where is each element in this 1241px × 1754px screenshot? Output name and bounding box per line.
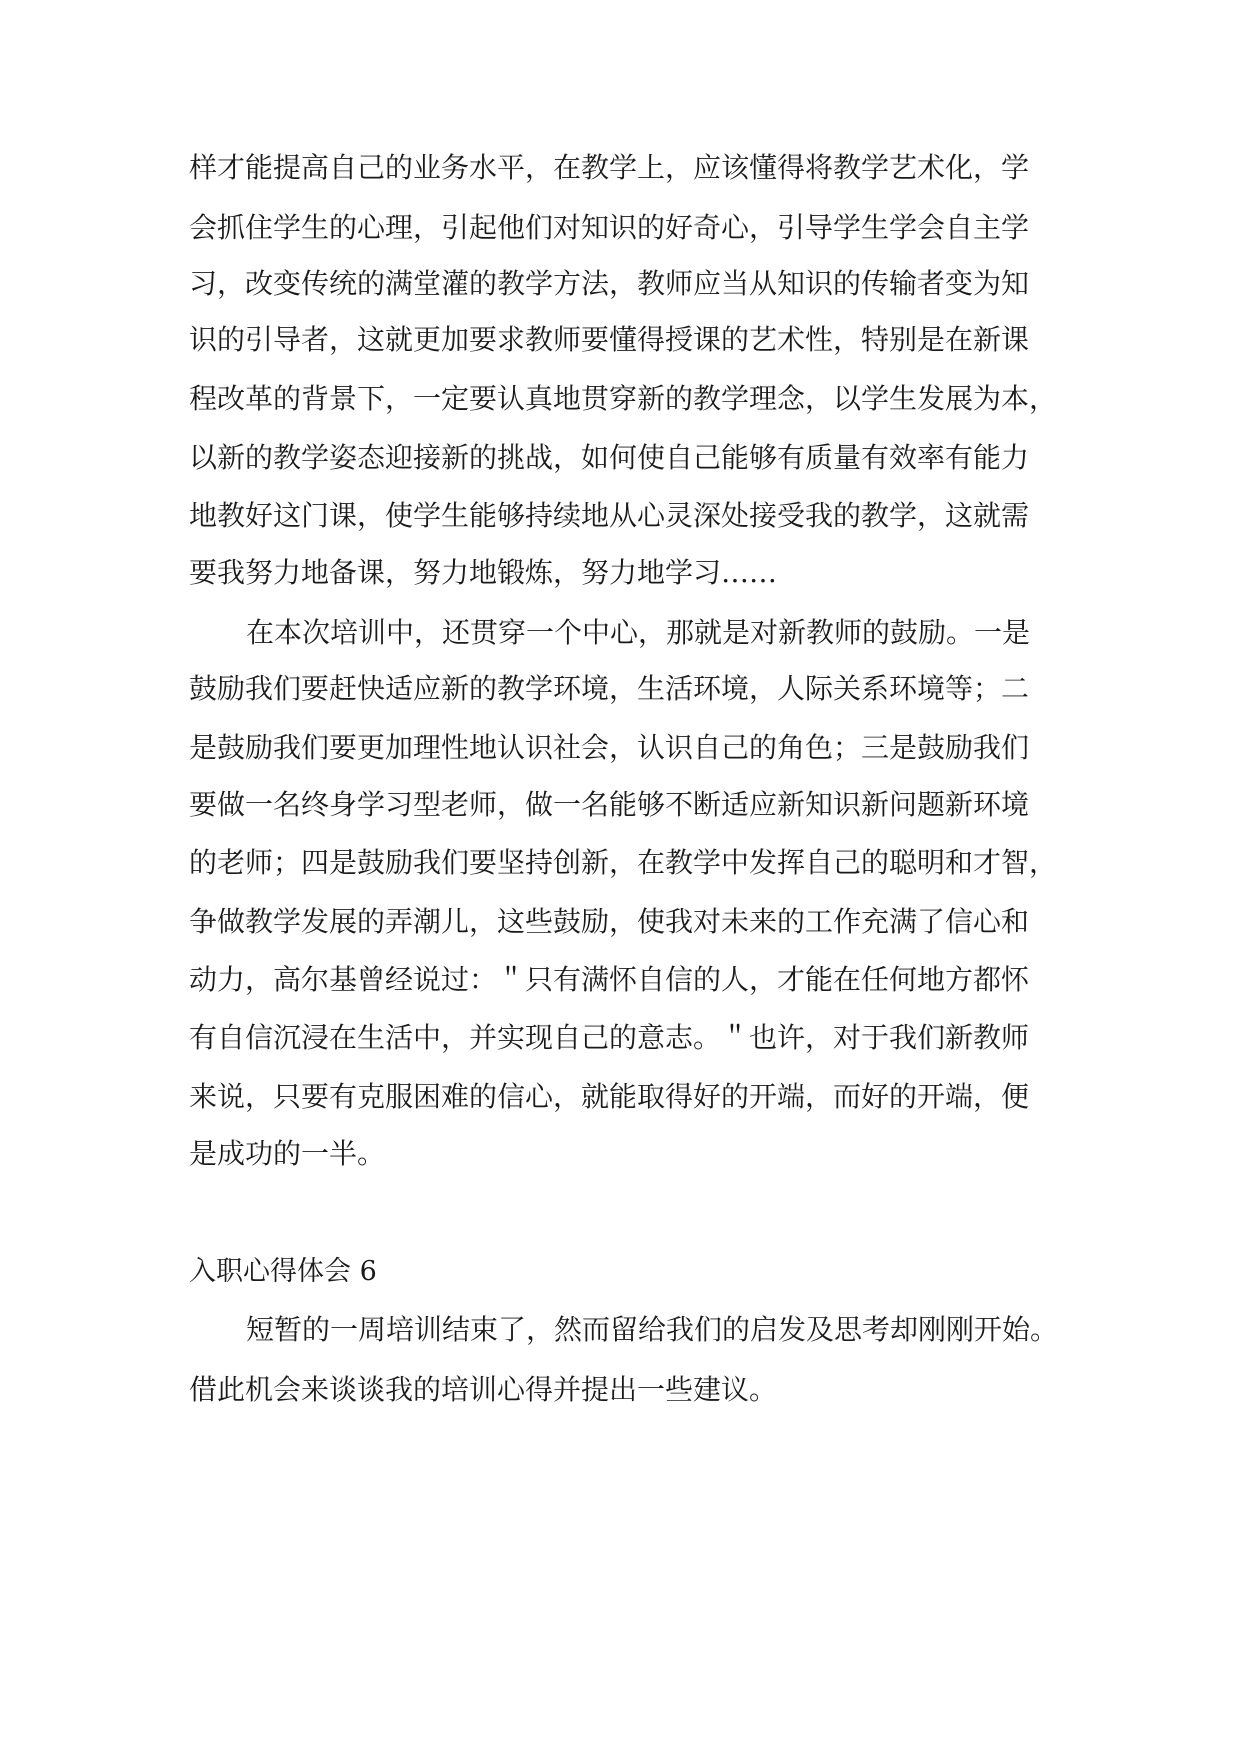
text-line: 是鼓励我们要更加理性地认识社会，认识自己的角色；三是鼓励我们 — [189, 731, 1030, 764]
text-line: 借此机会来谈谈我的培训心得并提出一些建议。 — [189, 1373, 778, 1406]
text-line: 习，改变传统的满堂灌的教学方法，教师应当从知识的传输者变为知 — [189, 267, 1030, 300]
text-line: 有自信沉浸在生活中，并实现自己的意志。＂也许，对于我们新教师 — [189, 1021, 1030, 1054]
text-line: 鼓励我们要赶快适应新的教学环境，生活环境，人际关系环境等；二 — [189, 672, 1030, 705]
text-line: 在本次培训中，还贯穿一个中心，那就是对新教师的鼓励。一是 — [246, 616, 1031, 649]
text-line: 要做一名终身学习型老师，做一名能够不断适应新知识新问题新环境 — [189, 788, 1030, 821]
text-line: 样才能提高自己的业务水平，在教学上，应该懂得将教学艺术化，学 — [189, 151, 1030, 184]
text-line: 程改革的背景下，一定要认真地贯穿新的教学理念，以学生发展为本， — [189, 382, 1058, 415]
text-line: 地教好这门课，使学生能够持续地从心灵深处接受我的教学，这就需 — [189, 499, 1030, 532]
text-line: 动力，高尔基曾经说过：＂只有满怀自信的人，才能在任何地方都怀 — [189, 963, 1030, 996]
text-line: 以新的教学姿态迎接新的挑战，如何使自己能够有质量有效率有能力 — [189, 441, 1030, 474]
text-line: 来说，只要有克服困难的信心，就能取得好的开端，而好的开端，便 — [189, 1080, 1030, 1113]
text-line: 短暂的一周培训结束了，然而留给我们的启发及思考却刚刚开始。 — [246, 1313, 1059, 1346]
text-line: 的老师；四是鼓励我们要坚持创新，在教学中发挥自己的聪明和才智， — [189, 846, 1058, 879]
text-line: 会抓住学生的心理，引起他们对知识的好奇心，引导学生学会自主学 — [189, 211, 1030, 244]
text-line: 是成功的一半。 — [189, 1137, 386, 1170]
section-heading: 入职心得体会 6 — [189, 1256, 377, 1287]
text-line: 要我努力地备课，努力地锻炼，努力地学习…… — [189, 556, 778, 589]
text-line: 识的引导者，这就更加要求教师要懂得授课的艺术性，特别是在新课 — [189, 323, 1030, 356]
text-line: 争做教学发展的弄潮儿，这些鼓励，使我对未来的工作充满了信心和 — [189, 905, 1030, 938]
